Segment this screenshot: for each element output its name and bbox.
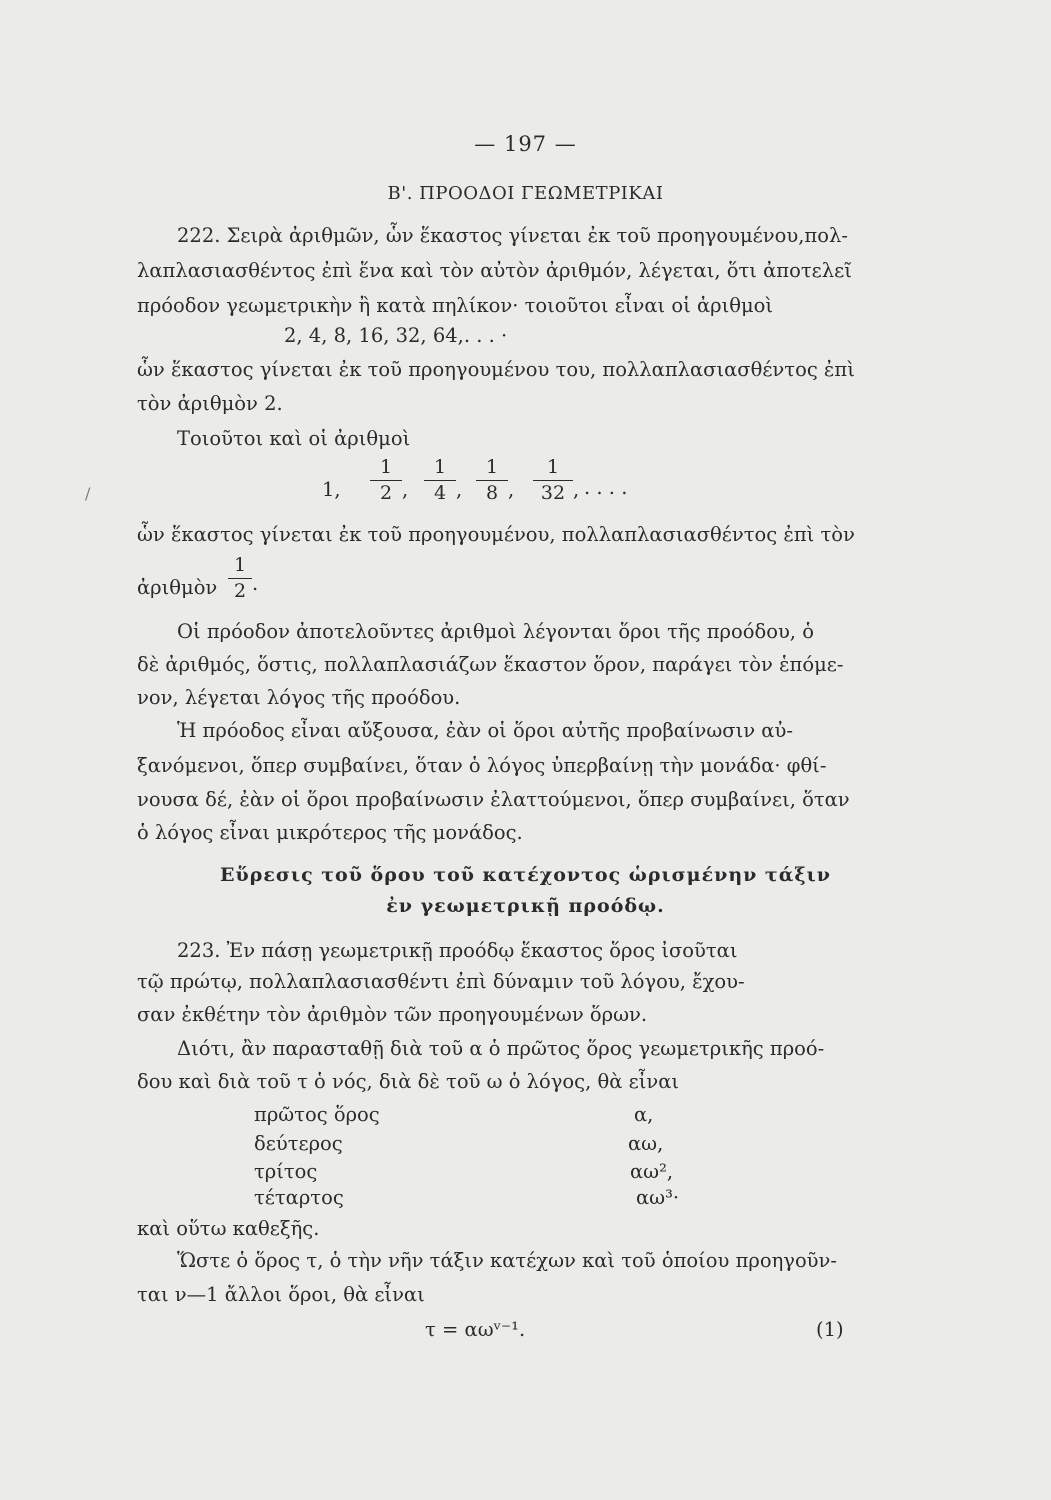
table-row-label: δεύτερος (254, 1132, 343, 1155)
seq2-comma: , (508, 478, 515, 501)
arithmon-word: ἀριθμὸν (137, 576, 218, 599)
para-hoste-line-2: ται ν—1 ἄλλοι ὅροι, θὰ εἶναι (137, 1283, 425, 1306)
table-row-value: αω³· (636, 1186, 680, 1209)
kai-outo-line: καὶ οὕτω καθεξῆς. (137, 1217, 320, 1240)
fraction-denominator: 4 (433, 482, 447, 504)
para-hoste-line-1: Ὥστε ὁ ὅρος τ, ὁ τὴν νῆν τάξιν κατέχων καὶ τοῦ ὁποίου προηγοῦν- (177, 1249, 837, 1272)
para-222-line-4: ὧν ἕκαστος γίνεται ἐκ τοῦ προηγουμένου του, πολλαπλασιασθέντος ἐπὶ (137, 358, 855, 381)
para-increasing-line-2: ξανόμενοι, ὅπερ συμβαίνει, ὅταν ὁ λόγος ὑπερβαίνῃ τὴν μονάδα· φθί- (137, 754, 827, 777)
seq2-first: 1, (322, 478, 341, 501)
para-terms-line-2: δὲ ἀριθμός, ὅστις, πολλαπλασιάζων ἕκαστον ὅρον, παράγει τὸν ἑπόμε- (137, 653, 844, 676)
fraction-denominator: 32 (540, 482, 566, 504)
fraction-bar (424, 480, 456, 481)
table-row-value: αω, (628, 1132, 664, 1155)
fraction-1-32 (533, 456, 573, 504)
para-increasing-line-3: νουσα δέ, ἐὰν οἱ ὅροι προβαίνωσιν ἐλαττούμενοι, ὅπερ συμβαίνει, ὅταν (137, 788, 850, 811)
para-222-line-6: ὧν ἕκαστος γίνεται ἐκ τοῦ προηγουμένου, πολλαπλασιασθέντος ἐπὶ τὸν (137, 523, 855, 546)
para-terms-line-1: Οἱ πρόοδον ἀποτελοῦντες ἀριθμοὶ λέγονται ὅροι τῆς προόδου, ὁ (177, 620, 814, 643)
table-row-value: α, (634, 1103, 654, 1126)
para-222-line-3: πρόοδον γεωμετρικὴν ἢ κατὰ πηλίκον· τοιοῦτοι εἶναι οἱ ἀριθμοὶ (137, 294, 774, 317)
fraction-numerator: 1 (233, 554, 247, 576)
para-increasing-line-1: Ἡ πρόοδος εἶναι αὔξουσα, ἐὰν οἱ ὅροι αὐτῆς προβαίνωσιν αὐ- (177, 719, 793, 742)
fraction-1-8 (476, 456, 508, 504)
para-terms-line-3: νον, λέγεται λόγος τῆς προόδου. (137, 686, 461, 709)
fraction-1-2 (370, 456, 402, 504)
toioutoi-line: Τοιοῦτοι καὶ οἱ ἀριθμοὶ (177, 427, 411, 450)
seq2-ellipsis: . . . . (584, 476, 628, 499)
fraction-numerator: 1 (485, 456, 499, 478)
heading-line-2: ἐν γεωμετρικῇ προόδῳ. (386, 895, 665, 917)
fraction-denominator: 8 (485, 482, 499, 504)
fraction-denominator: 2 (233, 580, 247, 602)
section-title: B'. ΠΡΟΟΔΟΙ ΓΕΩΜΕΤΡΙΚΑΙ (387, 183, 664, 204)
table-row-label: πρῶτος ὅρος (254, 1103, 380, 1126)
fraction-arithmon (228, 554, 252, 602)
para-222-line-5: τὸν ἀριθμὸν 2. (137, 392, 283, 415)
fraction-bar (476, 480, 508, 481)
para-dioti-line-1: Διότι, ἂν παρασταθῇ διὰ τοῦ α ὁ πρῶτος ὅρος γεωμετρικῆς προό- (177, 1037, 825, 1060)
para-223-line-1: 223. Ἐν πάσῃ γεωμετρικῇ προόδῳ ἕκαστος ὅρος ἰσοῦται (177, 939, 738, 962)
fraction-bar (533, 480, 573, 481)
fraction-numerator: 1 (433, 456, 447, 478)
para-increasing-line-4: ὁ λόγος εἶναι μικρότερος τῆς μονάδος. (137, 821, 523, 844)
para-222-line-2: λαπλασιασθέντος ἐπὶ ἕνα καὶ τὸν αὐτὸν ἀριθμόν, λέγεται, ὅτι ἀποτελεῖ (137, 259, 852, 282)
formula: τ = αωᵛ⁻¹. (425, 1318, 526, 1341)
para-223-line-3: σαν ἐκθέτην τὸν ἀριθμὸν τῶν προηγουμένων ὅρων. (137, 1003, 648, 1026)
para-222-line-1: 222. Σειρὰ ἀριθμῶν, ὧν ἕκαστος γίνεται ἐκ τοῦ προηγουμένου,πολ- (177, 224, 848, 247)
fraction-denominator: 2 (379, 482, 393, 504)
seq2-comma: , (402, 478, 409, 501)
para-dioti-line-2: δου καὶ διὰ τοῦ τ ὁ νός, διὰ δὲ τοῦ ω ὁ λόγος, θὰ εἶναι (137, 1070, 680, 1093)
fraction-bar (228, 578, 252, 579)
seq2-comma: , (573, 478, 580, 501)
table-row-value: αω², (630, 1160, 674, 1183)
fraction-bar (370, 480, 402, 481)
page-number: — 197 — (474, 132, 577, 156)
fraction-1-4 (424, 456, 456, 504)
para-223-line-2: τῷ πρώτῳ, πολλαπλασιασθέντι ἐπὶ δύναμιν τοῦ λόγου, ἔχου- (137, 970, 745, 993)
heading-line-1: Εὕρεσις τοῦ ὅρου τοῦ κατέχοντος ὡρισμένην τάξιν (220, 864, 831, 886)
fraction-numerator: 1 (379, 456, 393, 478)
sequence-geometric: 2, 4, 8, 16, 32, 64,. . . · (284, 324, 508, 347)
seq2-comma: , (456, 478, 463, 501)
fraction-numerator: 1 (546, 456, 560, 478)
table-row-label: τέταρτος (254, 1186, 344, 1209)
margin-speck-mark: / (85, 484, 91, 503)
formula-number: (1) (816, 1318, 844, 1341)
table-row-label: τρίτος (254, 1160, 318, 1183)
arithmon-end: . (252, 572, 259, 595)
